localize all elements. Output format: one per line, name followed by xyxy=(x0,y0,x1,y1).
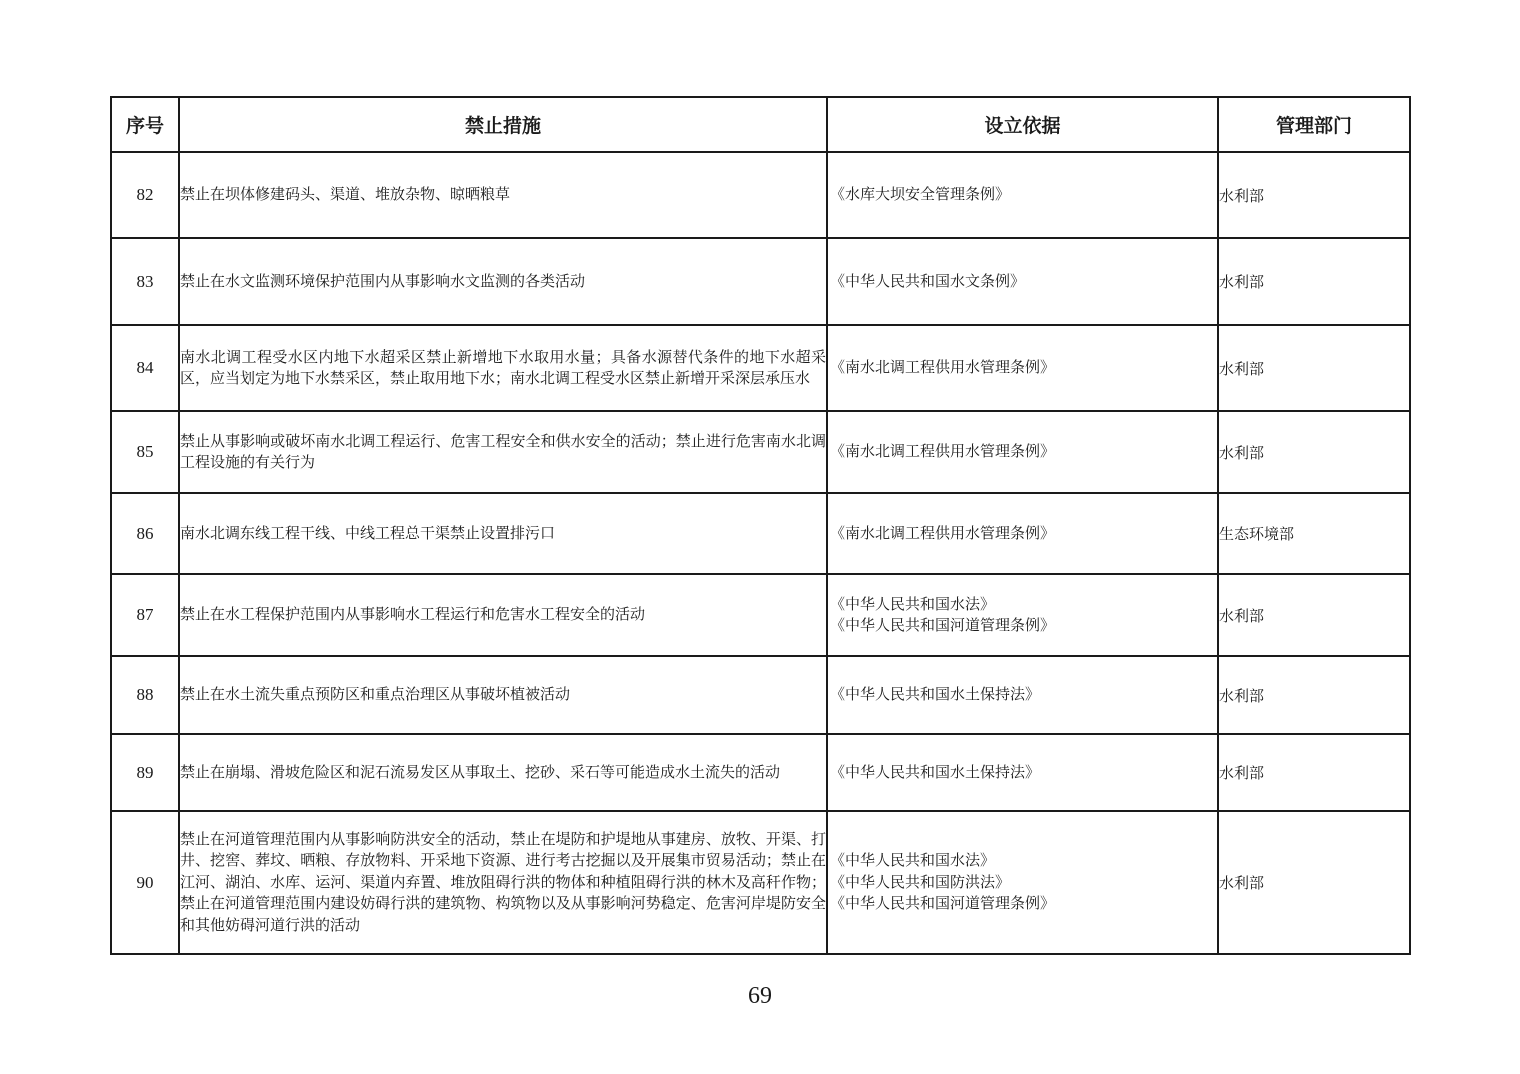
row-management-department: 水利部 xyxy=(1218,811,1410,954)
header-serial-number: 序号 xyxy=(111,97,179,152)
table-header-row xyxy=(111,97,1410,152)
legal-basis-item: 《中华人民共和国河道管理条例》 xyxy=(830,894,1056,913)
row-management-department: 水利部 xyxy=(1218,656,1410,734)
row-prohibition-measure: 禁止在水工程保护范围内从事影响水工程运行和危害水工程安全的活动 xyxy=(179,574,827,656)
row-prohibition-measure: 南水北调东线工程干线、中线工程总干渠禁止设置排污口 xyxy=(179,493,827,574)
row-management-department: 水利部 xyxy=(1218,411,1410,493)
header-management-department: 管理部门 xyxy=(1218,97,1410,152)
row-serial-number: 87 xyxy=(111,574,179,656)
row-serial-number: 82 xyxy=(111,152,179,238)
row-serial-number: 85 xyxy=(111,411,179,493)
legal-basis-item: 《中华人民共和国水法》 xyxy=(830,594,996,613)
legal-basis-item: 《水库大坝安全管理条例》 xyxy=(830,185,1011,204)
row-prohibition-measure: 南水北调工程受水区内地下水超采区禁止新增地下水取用水量；具备水源替代条件的地下水超采区，应当划定为地下水禁采区，禁止取用地下水；南水北调工程受水区禁止新增开采深层承压水 xyxy=(179,325,827,411)
row-legal-basis xyxy=(827,238,1218,325)
row-legal-basis xyxy=(827,411,1218,493)
table-row xyxy=(111,493,1410,574)
row-prohibition-measure: 禁止在崩塌、滑坡危险区和泥石流易发区从事取土、挖砂、采石等可能造成水土流失的活动 xyxy=(179,734,827,811)
row-serial-number: 88 xyxy=(111,656,179,734)
table-row xyxy=(111,734,1410,811)
row-legal-basis xyxy=(827,325,1218,411)
row-prohibition-measure: 禁止在水文监测环境保护范围内从事影响水文监测的各类活动 xyxy=(179,238,827,325)
legal-basis-item: 《中华人民共和国水土保持法》 xyxy=(830,685,1041,704)
row-management-department: 生态环境部 xyxy=(1218,493,1410,574)
header-prohibition-measure: 禁止措施 xyxy=(179,97,827,152)
legal-basis-item: 《中华人民共和国水文条例》 xyxy=(830,271,1026,290)
table-row xyxy=(111,574,1410,656)
table-row xyxy=(111,656,1410,734)
legal-basis-item: 《南水北调工程供用水管理条例》 xyxy=(830,442,1056,461)
row-serial-number: 84 xyxy=(111,325,179,411)
table-row xyxy=(111,238,1410,325)
legal-basis-item: 《南水北调工程供用水管理条例》 xyxy=(830,358,1056,377)
table-row xyxy=(111,411,1410,493)
row-management-department: 水利部 xyxy=(1218,238,1410,325)
table-row xyxy=(111,811,1410,954)
legal-basis-item: 《南水北调工程供用水管理条例》 xyxy=(830,523,1056,542)
row-legal-basis xyxy=(827,574,1218,656)
row-management-department: 水利部 xyxy=(1218,734,1410,811)
row-legal-basis xyxy=(827,152,1218,238)
row-serial-number: 90 xyxy=(111,811,179,954)
table-row xyxy=(111,152,1410,238)
row-legal-basis xyxy=(827,811,1218,954)
row-serial-number: 89 xyxy=(111,734,179,811)
row-prohibition-measure: 禁止在水土流失重点预防区和重点治理区从事破坏植被活动 xyxy=(179,656,827,734)
legal-basis-item: 《中华人民共和国水法》 xyxy=(830,851,996,870)
prohibition-table xyxy=(110,96,1411,955)
row-management-department: 水利部 xyxy=(1218,325,1410,411)
row-legal-basis xyxy=(827,656,1218,734)
row-management-department: 水利部 xyxy=(1218,152,1410,238)
page-number: 69 xyxy=(748,983,772,1009)
row-legal-basis xyxy=(827,734,1218,811)
table-row xyxy=(111,325,1410,411)
row-prohibition-measure: 禁止在河道管理范围内从事影响防洪安全的活动，禁止在堤防和护堤地从事建房、放牧、开渠、打井、挖窖、葬坟、晒粮、存放物料、开采地下资源、进行考古挖掘以及开展集市贸易活动；禁止在江河、湖泊、水库、运河、渠道内弃置、堆放阻碍行洪的物体和种植阻碍行洪的林木及高秆作物；禁止在河道管理范围内建设妨碍行洪的建筑物、构筑物以及从事影响河势稳定、危害河岸堤防安全和其他妨碍河道行洪的活动 xyxy=(179,811,827,954)
legal-basis-item: 《中华人民共和国水土保持法》 xyxy=(830,762,1041,781)
table-body xyxy=(111,152,1410,954)
legal-basis-item: 《中华人民共和国防洪法》 xyxy=(830,872,1011,891)
row-serial-number: 86 xyxy=(111,493,179,574)
row-management-department: 水利部 xyxy=(1218,574,1410,656)
row-legal-basis xyxy=(827,493,1218,574)
row-prohibition-measure: 禁止在坝体修建码头、渠道、堆放杂物、晾晒粮草 xyxy=(179,152,827,238)
header-legal-basis: 设立依据 xyxy=(827,97,1218,152)
row-prohibition-measure: 禁止从事影响或破坏南水北调工程运行、危害工程安全和供水安全的活动；禁止进行危害南水北调工程设施的有关行为 xyxy=(179,411,827,493)
legal-basis-item: 《中华人民共和国河道管理条例》 xyxy=(830,616,1056,634)
row-serial-number: 83 xyxy=(111,238,179,325)
